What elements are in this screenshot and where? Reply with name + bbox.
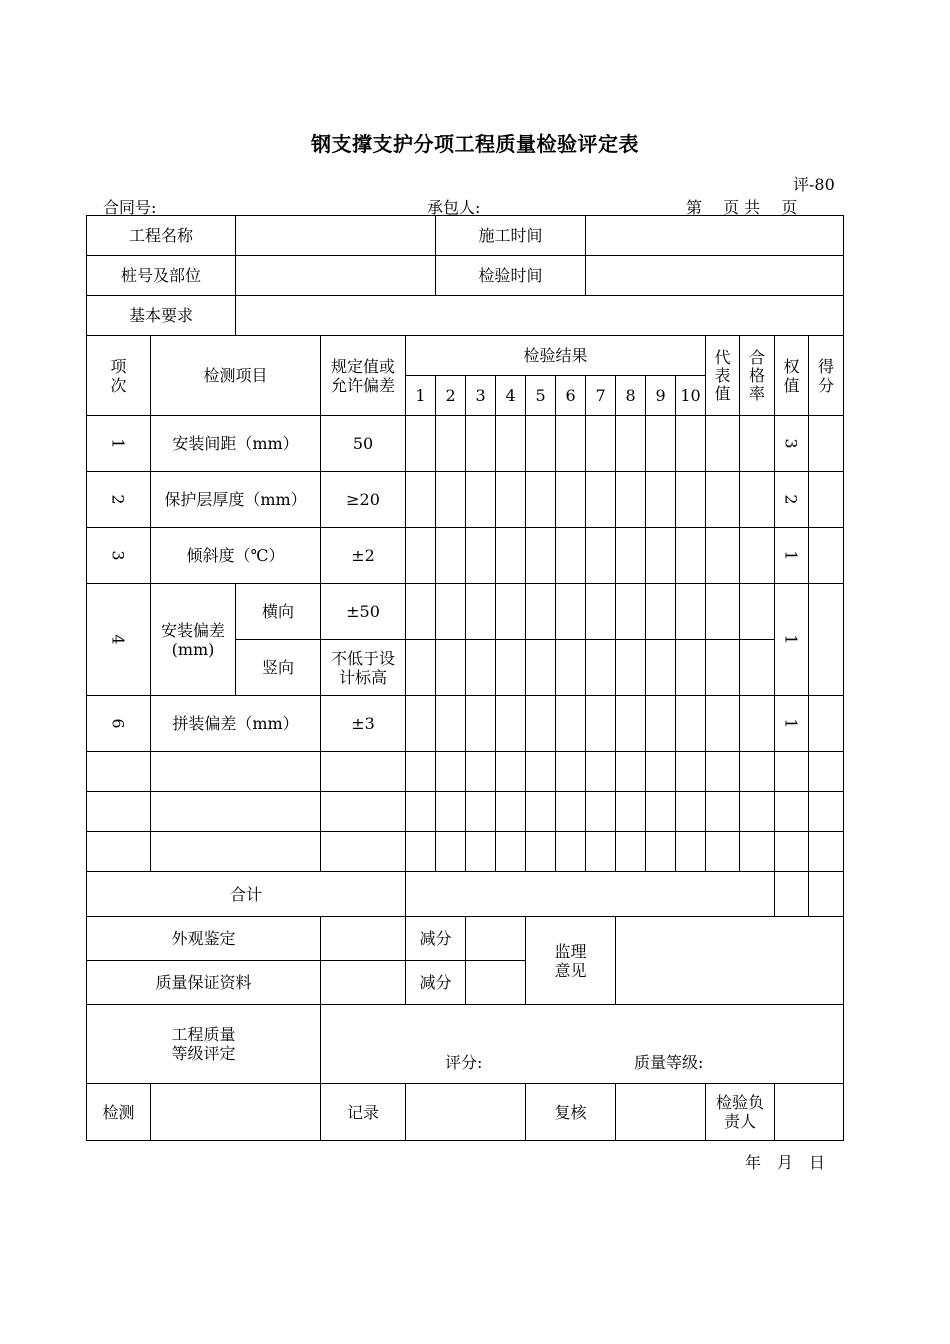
- row-no: [87, 528, 151, 584]
- responsible-person-field[interactable]: [775, 1084, 844, 1141]
- result-cell[interactable]: [646, 640, 676, 696]
- info-row-2: [87, 256, 844, 296]
- inspection-result-header: 检验结果: [406, 336, 706, 376]
- table-row: [87, 472, 844, 528]
- representative-cell[interactable]: [706, 584, 740, 640]
- empty-cell[interactable]: [321, 792, 406, 832]
- inspect-label: 检测: [87, 1084, 151, 1141]
- result-cell[interactable]: [556, 472, 586, 528]
- result-cell[interactable]: [646, 416, 676, 472]
- row-item-line1: 安装偏差: [161, 620, 226, 640]
- result-cell[interactable]: [676, 640, 706, 696]
- station-location-label: 桩号及部位: [87, 256, 236, 296]
- person-line2: 责人: [724, 1112, 757, 1131]
- score-text: 得分: [818, 356, 835, 395]
- row-item: 保护层厚度（mm）: [151, 472, 321, 528]
- result-cell[interactable]: [496, 416, 526, 472]
- empty-cell[interactable]: [526, 752, 556, 792]
- result-cell[interactable]: [676, 472, 706, 528]
- header-row-1: [87, 336, 844, 376]
- person-line1: 检验负: [716, 1093, 765, 1112]
- result-col-6: 6: [556, 376, 586, 416]
- result-cell[interactable]: [616, 584, 646, 640]
- result-cell[interactable]: [436, 472, 466, 528]
- supervisor-opinion-label: [526, 917, 616, 1005]
- responsible-person-label: [706, 1084, 775, 1141]
- construction-time-label: 施工时间: [436, 216, 586, 256]
- result-cell[interactable]: [616, 696, 646, 752]
- review-field[interactable]: [616, 1084, 706, 1141]
- result-cell[interactable]: [496, 472, 526, 528]
- weight-value: 3: [782, 438, 802, 449]
- result-cell[interactable]: [436, 416, 466, 472]
- result-cell[interactable]: [556, 528, 586, 584]
- inspection-item-header: 检测项目: [151, 336, 321, 416]
- result-cell[interactable]: [436, 528, 466, 584]
- empty-cell[interactable]: [496, 752, 526, 792]
- result-col-4: 4: [496, 376, 526, 416]
- result-cell[interactable]: [436, 696, 466, 752]
- result-cell[interactable]: [496, 696, 526, 752]
- empty-cell[interactable]: [466, 792, 496, 832]
- result-cell[interactable]: [406, 640, 436, 696]
- pass-rate-cell[interactable]: [740, 528, 775, 584]
- empty-cell[interactable]: [526, 832, 556, 872]
- quality-rating-label: [87, 1005, 321, 1084]
- empty-cell[interactable]: [496, 832, 526, 872]
- row-subitem-vertical: 竖向: [236, 640, 321, 696]
- info-row-3: [87, 296, 844, 336]
- empty-row: [87, 752, 844, 792]
- total-score-cell[interactable]: [809, 872, 844, 917]
- empty-cell[interactable]: [586, 792, 616, 832]
- result-cell[interactable]: [466, 696, 496, 752]
- result-cell[interactable]: [646, 696, 676, 752]
- empty-cell[interactable]: [87, 832, 151, 872]
- empty-cell[interactable]: [706, 792, 740, 832]
- rating-score-label: 评分:: [445, 1053, 483, 1072]
- result-cell[interactable]: [586, 640, 616, 696]
- quality-docs-deduction-label: 减分: [406, 961, 466, 1005]
- empty-row: [87, 792, 844, 832]
- result-cell[interactable]: [586, 528, 616, 584]
- empty-cell[interactable]: [466, 752, 496, 792]
- row-item: 倾斜度（℃）: [151, 528, 321, 584]
- result-cell[interactable]: [496, 528, 526, 584]
- item-no-text: 项次: [110, 356, 127, 395]
- empty-cell[interactable]: [406, 832, 436, 872]
- empty-cell[interactable]: [556, 792, 586, 832]
- empty-cell[interactable]: [586, 752, 616, 792]
- representative-value-header: [706, 336, 740, 416]
- appearance-field[interactable]: [321, 917, 406, 961]
- weight-cell: [775, 696, 809, 752]
- row-spec-line1: 不低于设: [331, 648, 396, 668]
- result-cell[interactable]: [616, 640, 646, 696]
- result-cell[interactable]: [526, 416, 556, 472]
- empty-cell[interactable]: [321, 752, 406, 792]
- total-field[interactable]: [406, 872, 775, 917]
- inspection-time-field[interactable]: [586, 256, 844, 296]
- empty-cell[interactable]: [616, 832, 646, 872]
- empty-cell[interactable]: [151, 752, 321, 792]
- result-col-2: 2: [436, 376, 466, 416]
- empty-cell[interactable]: [646, 832, 676, 872]
- result-cell[interactable]: [586, 584, 616, 640]
- result-col-10: 10: [676, 376, 706, 416]
- score-cell[interactable]: [809, 584, 844, 696]
- row-spec: ±50: [321, 584, 406, 640]
- empty-cell[interactable]: [740, 832, 775, 872]
- row-no: [87, 696, 151, 752]
- empty-cell[interactable]: [406, 752, 436, 792]
- row-spec-line2: 计标高: [339, 667, 388, 687]
- total-label: 合计: [87, 872, 406, 917]
- representative-cell[interactable]: [706, 640, 740, 696]
- quality-docs-deduction-field[interactable]: [466, 961, 526, 1005]
- result-cell[interactable]: [406, 696, 436, 752]
- page-number: 第 页 共 页: [686, 198, 798, 217]
- weight-header: [775, 336, 809, 416]
- representative-cell[interactable]: [706, 528, 740, 584]
- empty-cell[interactable]: [740, 752, 775, 792]
- result-cell[interactable]: [676, 584, 706, 640]
- table-row: [87, 416, 844, 472]
- review-label: 复核: [526, 1084, 616, 1141]
- row-subitem-horizontal: 横向: [236, 584, 321, 640]
- project-name-label: 工程名称: [87, 216, 236, 256]
- row-item: 安装间距（mm）: [151, 416, 321, 472]
- weight-text: 权值: [783, 356, 800, 395]
- appearance-deduction-field[interactable]: [466, 917, 526, 961]
- result-cell[interactable]: [556, 584, 586, 640]
- empty-cell[interactable]: [706, 832, 740, 872]
- result-cell[interactable]: [496, 640, 526, 696]
- empty-cell[interactable]: [706, 752, 740, 792]
- result-cell[interactable]: [436, 640, 466, 696]
- total-row: [87, 872, 844, 917]
- record-label: 记录: [321, 1084, 406, 1141]
- quality-rating-row: [87, 1005, 844, 1084]
- row-spec: ±3: [321, 696, 406, 752]
- result-cell[interactable]: [406, 528, 436, 584]
- result-cell[interactable]: [496, 584, 526, 640]
- construction-time-field[interactable]: [586, 216, 844, 256]
- empty-cell[interactable]: [586, 832, 616, 872]
- empty-cell[interactable]: [87, 752, 151, 792]
- inspection-time-label: 检验时间: [436, 256, 586, 296]
- empty-cell[interactable]: [151, 792, 321, 832]
- result-cell[interactable]: [466, 472, 496, 528]
- spec-value-line2: 允许偏差: [331, 375, 396, 395]
- quality-docs-label: 质量保证资料: [87, 961, 321, 1005]
- empty-cell[interactable]: [616, 792, 646, 832]
- table-row: [87, 696, 844, 752]
- result-cell[interactable]: [436, 584, 466, 640]
- empty-cell[interactable]: [775, 752, 809, 792]
- row-spec: ±2: [321, 528, 406, 584]
- empty-cell[interactable]: [740, 792, 775, 832]
- empty-cell[interactable]: [646, 752, 676, 792]
- empty-cell[interactable]: [676, 832, 706, 872]
- page-title: 钢支撑支护分项工程质量检验评定表: [311, 132, 639, 156]
- result-cell[interactable]: [646, 472, 676, 528]
- result-cell[interactable]: [586, 472, 616, 528]
- empty-cell[interactable]: [436, 792, 466, 832]
- result-cell[interactable]: [466, 584, 496, 640]
- pass-rate-cell[interactable]: [740, 416, 775, 472]
- empty-cell[interactable]: [526, 792, 556, 832]
- result-cell[interactable]: [526, 696, 556, 752]
- row-spec: 50: [321, 416, 406, 472]
- spec-value-header: [321, 336, 406, 416]
- row-no-text: 2: [109, 494, 128, 505]
- result-col-8: 8: [616, 376, 646, 416]
- contract-no-label: 合同号:: [103, 198, 157, 217]
- row-no: [87, 472, 151, 528]
- result-cell[interactable]: [526, 584, 556, 640]
- result-cell[interactable]: [526, 640, 556, 696]
- empty-cell[interactable]: [676, 792, 706, 832]
- result-col-1: 1: [406, 376, 436, 416]
- appearance-label: 外观鉴定: [87, 917, 321, 961]
- empty-cell[interactable]: [646, 792, 676, 832]
- supervisor-line2: 意见: [554, 960, 587, 980]
- score-cell[interactable]: [809, 696, 844, 752]
- representative-cell[interactable]: [706, 416, 740, 472]
- total-weight-cell[interactable]: [775, 872, 809, 917]
- basic-requirements-label: 基本要求: [87, 296, 236, 336]
- signature-row: [87, 1084, 844, 1141]
- empty-cell[interactable]: [556, 752, 586, 792]
- row-item: [151, 584, 236, 696]
- empty-cell[interactable]: [321, 832, 406, 872]
- inspection-form-table: [86, 215, 844, 1141]
- empty-cell[interactable]: [436, 832, 466, 872]
- table-row: [87, 528, 844, 584]
- result-cell[interactable]: [586, 416, 616, 472]
- row-no: [87, 416, 151, 472]
- result-cell[interactable]: [556, 640, 586, 696]
- score-cell[interactable]: [809, 416, 844, 472]
- appearance-deduction-label: 减分: [406, 917, 466, 961]
- quality-rating-line2: 等级评定: [171, 1044, 236, 1063]
- record-field[interactable]: [406, 1084, 526, 1141]
- empty-cell[interactable]: [496, 792, 526, 832]
- form-code: 评-80: [793, 175, 835, 194]
- weight-cell: [775, 584, 809, 696]
- result-cell[interactable]: [466, 640, 496, 696]
- item-no-header: [87, 336, 151, 416]
- weight-cell: [775, 416, 809, 472]
- pass-rate-header: [740, 336, 775, 416]
- station-location-field[interactable]: [236, 256, 436, 296]
- result-cell[interactable]: [646, 528, 676, 584]
- row-no-text: 3: [109, 550, 128, 561]
- score-cell[interactable]: [809, 472, 844, 528]
- empty-cell[interactable]: [616, 752, 646, 792]
- date-label: 年 月 日: [745, 1153, 826, 1172]
- representative-cell[interactable]: [706, 472, 740, 528]
- contractor-label: 承包人:: [427, 198, 481, 217]
- pass-rate-cell[interactable]: [740, 640, 775, 696]
- empty-cell[interactable]: [87, 792, 151, 832]
- inspect-field[interactable]: [151, 1084, 321, 1141]
- empty-cell[interactable]: [775, 832, 809, 872]
- result-cell[interactable]: [586, 696, 616, 752]
- weight-value: 1: [782, 634, 802, 645]
- supervisor-line1: 监理: [554, 941, 587, 961]
- pass-rate-text: 合格率: [749, 347, 766, 403]
- result-cell[interactable]: [406, 416, 436, 472]
- result-col-7: 7: [586, 376, 616, 416]
- empty-cell[interactable]: [676, 752, 706, 792]
- empty-cell[interactable]: [809, 752, 844, 792]
- result-col-9: 9: [646, 376, 676, 416]
- row-no-text: 4: [109, 634, 128, 645]
- representative-value-text: 代表值: [714, 347, 731, 403]
- result-cell[interactable]: [406, 584, 436, 640]
- result-cell[interactable]: [526, 472, 556, 528]
- result-cell[interactable]: [526, 528, 556, 584]
- row-item-line2: (mm): [171, 639, 215, 659]
- result-cell[interactable]: [616, 416, 646, 472]
- representative-cell[interactable]: [706, 696, 740, 752]
- row-no-text: 6: [109, 718, 128, 729]
- quality-rating-field[interactable]: [321, 1005, 844, 1084]
- result-cell[interactable]: [406, 472, 436, 528]
- empty-cell[interactable]: [466, 832, 496, 872]
- weight-value: 1: [782, 550, 802, 561]
- result-col-3: 3: [466, 376, 496, 416]
- weight-value: 1: [782, 718, 802, 729]
- table-row: [87, 584, 844, 640]
- spec-value-line1: 规定值或: [331, 356, 396, 376]
- supervisor-opinion-field[interactable]: [616, 917, 844, 1005]
- pass-rate-cell[interactable]: [740, 696, 775, 752]
- result-cell[interactable]: [616, 472, 646, 528]
- row-spec: ≥20: [321, 472, 406, 528]
- appearance-row: [87, 917, 844, 961]
- empty-row: [87, 832, 844, 872]
- result-cell[interactable]: [556, 696, 586, 752]
- empty-cell[interactable]: [809, 832, 844, 872]
- weight-value: 2: [782, 494, 802, 505]
- result-cell[interactable]: [466, 528, 496, 584]
- result-cell[interactable]: [646, 584, 676, 640]
- project-name-field[interactable]: [236, 216, 436, 256]
- row-no: [87, 584, 151, 696]
- empty-cell[interactable]: [809, 792, 844, 832]
- basic-requirements-field[interactable]: [236, 296, 844, 336]
- row-item: 拼装偏差（mm）: [151, 696, 321, 752]
- empty-cell[interactable]: [151, 832, 321, 872]
- empty-cell[interactable]: [406, 792, 436, 832]
- score-cell[interactable]: [809, 528, 844, 584]
- result-col-5: 5: [526, 376, 556, 416]
- result-cell[interactable]: [676, 416, 706, 472]
- quality-grade-label: 质量等级:: [634, 1053, 704, 1072]
- empty-cell[interactable]: [436, 752, 466, 792]
- result-cell[interactable]: [466, 416, 496, 472]
- info-row-1: [87, 216, 844, 256]
- result-cell[interactable]: [676, 696, 706, 752]
- score-header: [809, 336, 844, 416]
- result-cell[interactable]: [556, 416, 586, 472]
- empty-cell[interactable]: [775, 792, 809, 832]
- pass-rate-cell[interactable]: [740, 472, 775, 528]
- result-cell[interactable]: [676, 528, 706, 584]
- result-cell[interactable]: [616, 528, 646, 584]
- weight-cell: [775, 528, 809, 584]
- quality-docs-field[interactable]: [321, 961, 406, 1005]
- quality-rating-line1: 工程质量: [171, 1025, 236, 1044]
- weight-cell: [775, 472, 809, 528]
- row-no-text: 1: [109, 438, 128, 449]
- row-spec: [321, 640, 406, 696]
- empty-cell[interactable]: [556, 832, 586, 872]
- pass-rate-cell[interactable]: [740, 584, 775, 640]
